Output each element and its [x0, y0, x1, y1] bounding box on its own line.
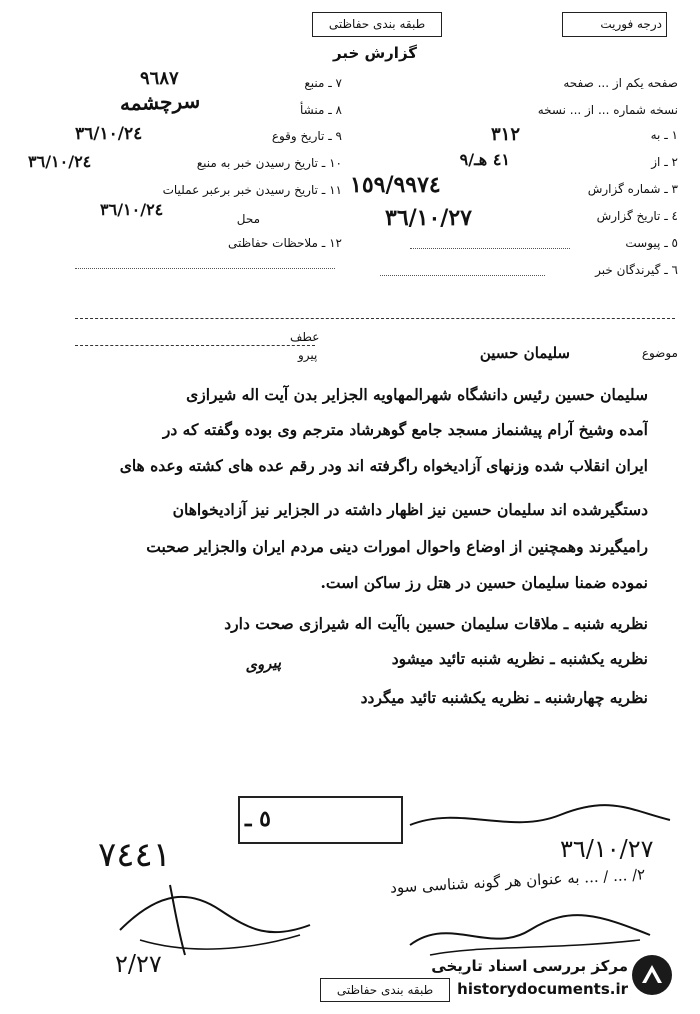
- field-value-to: ٣١٢: [490, 124, 520, 145]
- recipients-line: [380, 275, 545, 276]
- watermark-title: مرکز بررسی اسناد تاریخی: [431, 957, 628, 975]
- body-line: آمده وشیخ آرام پیشنماز مسجد جامع گوهرشاد مترجم وی بوده وگفته که در: [162, 420, 648, 439]
- field-label-to: ١ ـ به: [650, 128, 678, 142]
- handwritten-number: ٧٤٤١: [98, 835, 172, 875]
- attachment-line: [410, 248, 570, 249]
- field-label-event-date: ٩ ـ تاریخ وقوع: [271, 129, 342, 143]
- field-label-origin: ٨ ـ منشأ: [299, 103, 342, 117]
- signature-top-right: [400, 795, 680, 845]
- copy-line: نسخه شماره ... از ... نسخه: [537, 103, 678, 117]
- handwritten-date-left: ٢/٢٧: [115, 950, 162, 978]
- opinion-annotation: پیروی: [244, 653, 282, 675]
- signature-left: [100, 870, 320, 960]
- body-line: رامیگیرند وهمچنین از اوضاع واحوال امورات دینی مردم ایران والجزایر صحبت: [146, 537, 648, 556]
- field-label-from: ٢ ـ از: [651, 155, 678, 169]
- signature-right: [400, 905, 660, 965]
- subject-label: موضوع: [641, 346, 678, 360]
- body-line: سلیمان حسین رئیس دانشگاه شهرالمهاویه الجزایر بدن آیت اله شیرازی: [186, 385, 648, 404]
- field-value-from: ٤١ هـ/٩: [459, 150, 510, 169]
- field-label-receipt-source: ١٠ ـ تاریخ رسیدن خبر به منبع: [196, 156, 342, 170]
- divider-top: [75, 318, 675, 319]
- watermark-logo-icon: [632, 955, 672, 995]
- field-value-receipt-source: ٣٦/١٠/٢٤: [28, 152, 92, 171]
- page-line: صفحه یکم از ... صفحه: [563, 76, 678, 90]
- field-value-event-date: ٣٦/١٠/٢٤: [75, 124, 143, 144]
- atf-label: عطف: [290, 330, 320, 344]
- security-notes-line: [75, 268, 335, 269]
- field-label-report-date: ٤ ـ تاریخ گزارش: [596, 209, 678, 223]
- page-title: گزارش خبر: [332, 44, 418, 62]
- classification-label-bottom: طبقه بندی حفاظتی: [336, 983, 434, 997]
- opinion-line: نظریه چهارشنبه ـ نظریه یکشنبه تائید میگردد: [360, 688, 648, 707]
- field-label-security-notes: ١٢ ـ ملاحظات حفاظتی: [228, 236, 342, 250]
- divider-atf: [75, 345, 315, 346]
- field-label-recipients: ٦ ـ گیرندگان خبر: [595, 263, 678, 277]
- handwritten-date-right: ٣٦/١٠/٢٧: [560, 835, 654, 863]
- field-label-receipt-ops: ١١ ـ تاریخ رسیدن خبر برعبر عملیات: [162, 183, 342, 197]
- body-line: دستگیرشده اند سلیمان حسین نیز اظهار داشته در الجزایر نیز آزادیخواهان: [172, 500, 648, 519]
- watermark-url: historydocuments.ir: [457, 980, 628, 998]
- field-value-source: ٩٦٨٧: [140, 68, 179, 89]
- classification-label-top: طبقه بندی حفاظتی: [328, 17, 426, 31]
- field-label-attachment: ٥ ـ پیوست: [625, 236, 678, 250]
- handwritten-note: ٢/ ... / ... به عنوان هر گونه شناسی سود: [389, 865, 646, 897]
- stamp-box-text: ٥ ـ: [245, 806, 271, 832]
- field-label-source: ٧ ـ منبع: [304, 76, 342, 90]
- body-line: ایران انقلاب شده وزنهای آزادیخواه راگرفته اند ودر رقم عده های کشته وعده های: [119, 456, 648, 475]
- field-label-report-number: ٣ ـ شماره گزارش: [587, 182, 678, 196]
- body-line: نموده ضمنا سلیمان حسین در هتل رز ساکن است.: [320, 573, 648, 592]
- opinion-line: نظریه شنبه ـ ملاقات سلیمان حسین باآیت اله شیرازی صحت دارد: [224, 614, 648, 633]
- field-value-report-number: ١٥٩/٩٩٧٤: [350, 172, 441, 198]
- pirow-label: پیرو: [298, 348, 318, 362]
- field-value-report-date: ٣٦/١٠/٢٧: [385, 205, 472, 231]
- priority-label: درجه فوریت: [600, 17, 662, 31]
- field-label-location: محل: [236, 212, 260, 226]
- field-value-origin: سرچشمه: [119, 88, 201, 116]
- subject-value: سلیمان حسین: [479, 344, 570, 362]
- field-value-receipt-ops: ٣٦/١٠/٢٤: [100, 200, 164, 219]
- opinion-line: نظریه یکشنبه ـ نظریه شنبه تائید میشود: [391, 649, 648, 668]
